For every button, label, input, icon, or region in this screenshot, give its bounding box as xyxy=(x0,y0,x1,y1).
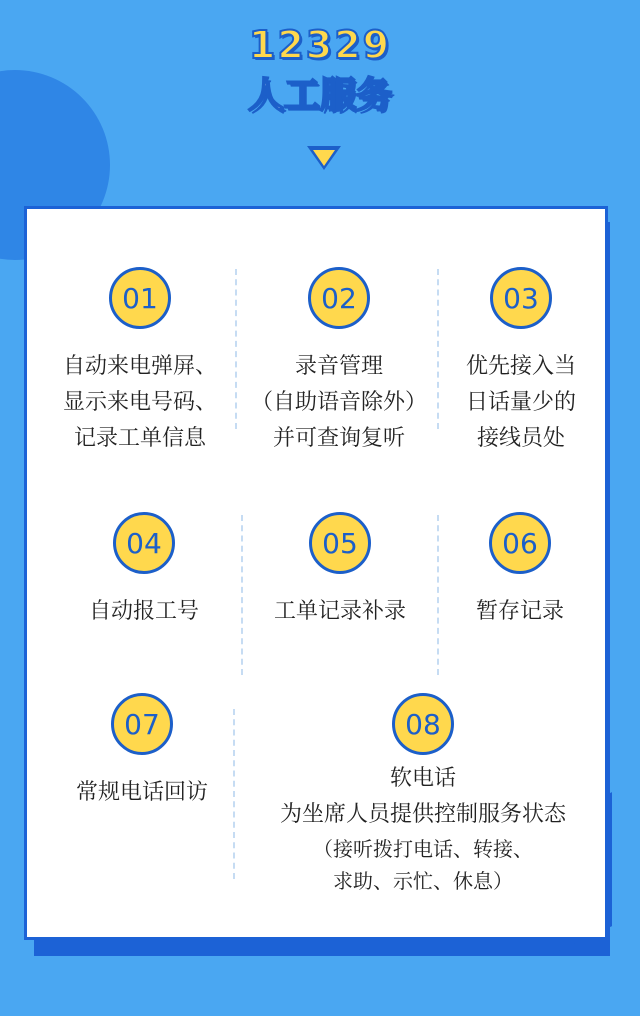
number-badge: 01 xyxy=(109,267,171,329)
service-label: 接线员处 xyxy=(476,426,565,451)
service-label: 工单记录补录 xyxy=(273,599,406,624)
number-badge: 03 xyxy=(490,267,552,329)
service-item-02 xyxy=(239,267,439,457)
service-label: 录音管理 xyxy=(294,354,383,379)
header xyxy=(0,22,640,118)
number-badge: 08 xyxy=(392,693,454,755)
service-label: 记录工单信息 xyxy=(73,426,206,451)
service-label: 自动报工号 xyxy=(88,599,199,624)
service-label: （自助语音除外） xyxy=(250,390,427,415)
number-badge: 04 xyxy=(113,512,175,574)
number-badge: 07 xyxy=(111,693,173,755)
service-label: 为坐席人员提供控制服务状态 xyxy=(279,802,566,827)
service-item-04 xyxy=(49,512,239,630)
service-label: 软电话 xyxy=(389,766,456,791)
service-label: 优先接入当 xyxy=(465,354,576,379)
service-item-01 xyxy=(45,267,235,457)
service-item-07 xyxy=(49,693,235,811)
down-arrow-icon-inner xyxy=(313,150,335,166)
service-item-05 xyxy=(243,512,437,630)
page-title: 人工服务 xyxy=(247,75,392,116)
service-note: 求助、示忙、休息） xyxy=(333,869,513,893)
service-label: 常规电话回访 xyxy=(75,780,208,805)
service-label: 暂存记录 xyxy=(475,599,564,624)
service-item-08 xyxy=(249,693,597,897)
service-label: 并可查询复听 xyxy=(272,426,405,451)
service-item-03 xyxy=(441,267,601,457)
number-badge: 05 xyxy=(309,512,371,574)
service-label: 自动来电弹屏、 xyxy=(62,354,217,379)
services-card xyxy=(24,206,608,940)
service-item-06 xyxy=(445,512,595,630)
divider xyxy=(235,269,237,429)
service-label: 日话量少的 xyxy=(465,390,576,415)
service-note: （接听拨打电话、转接、 xyxy=(313,837,533,861)
hotline-number: 12329 xyxy=(248,23,392,67)
service-label: 显示来电号码、 xyxy=(62,390,217,415)
divider xyxy=(437,515,439,675)
number-badge: 02 xyxy=(308,267,370,329)
number-badge: 06 xyxy=(489,512,551,574)
